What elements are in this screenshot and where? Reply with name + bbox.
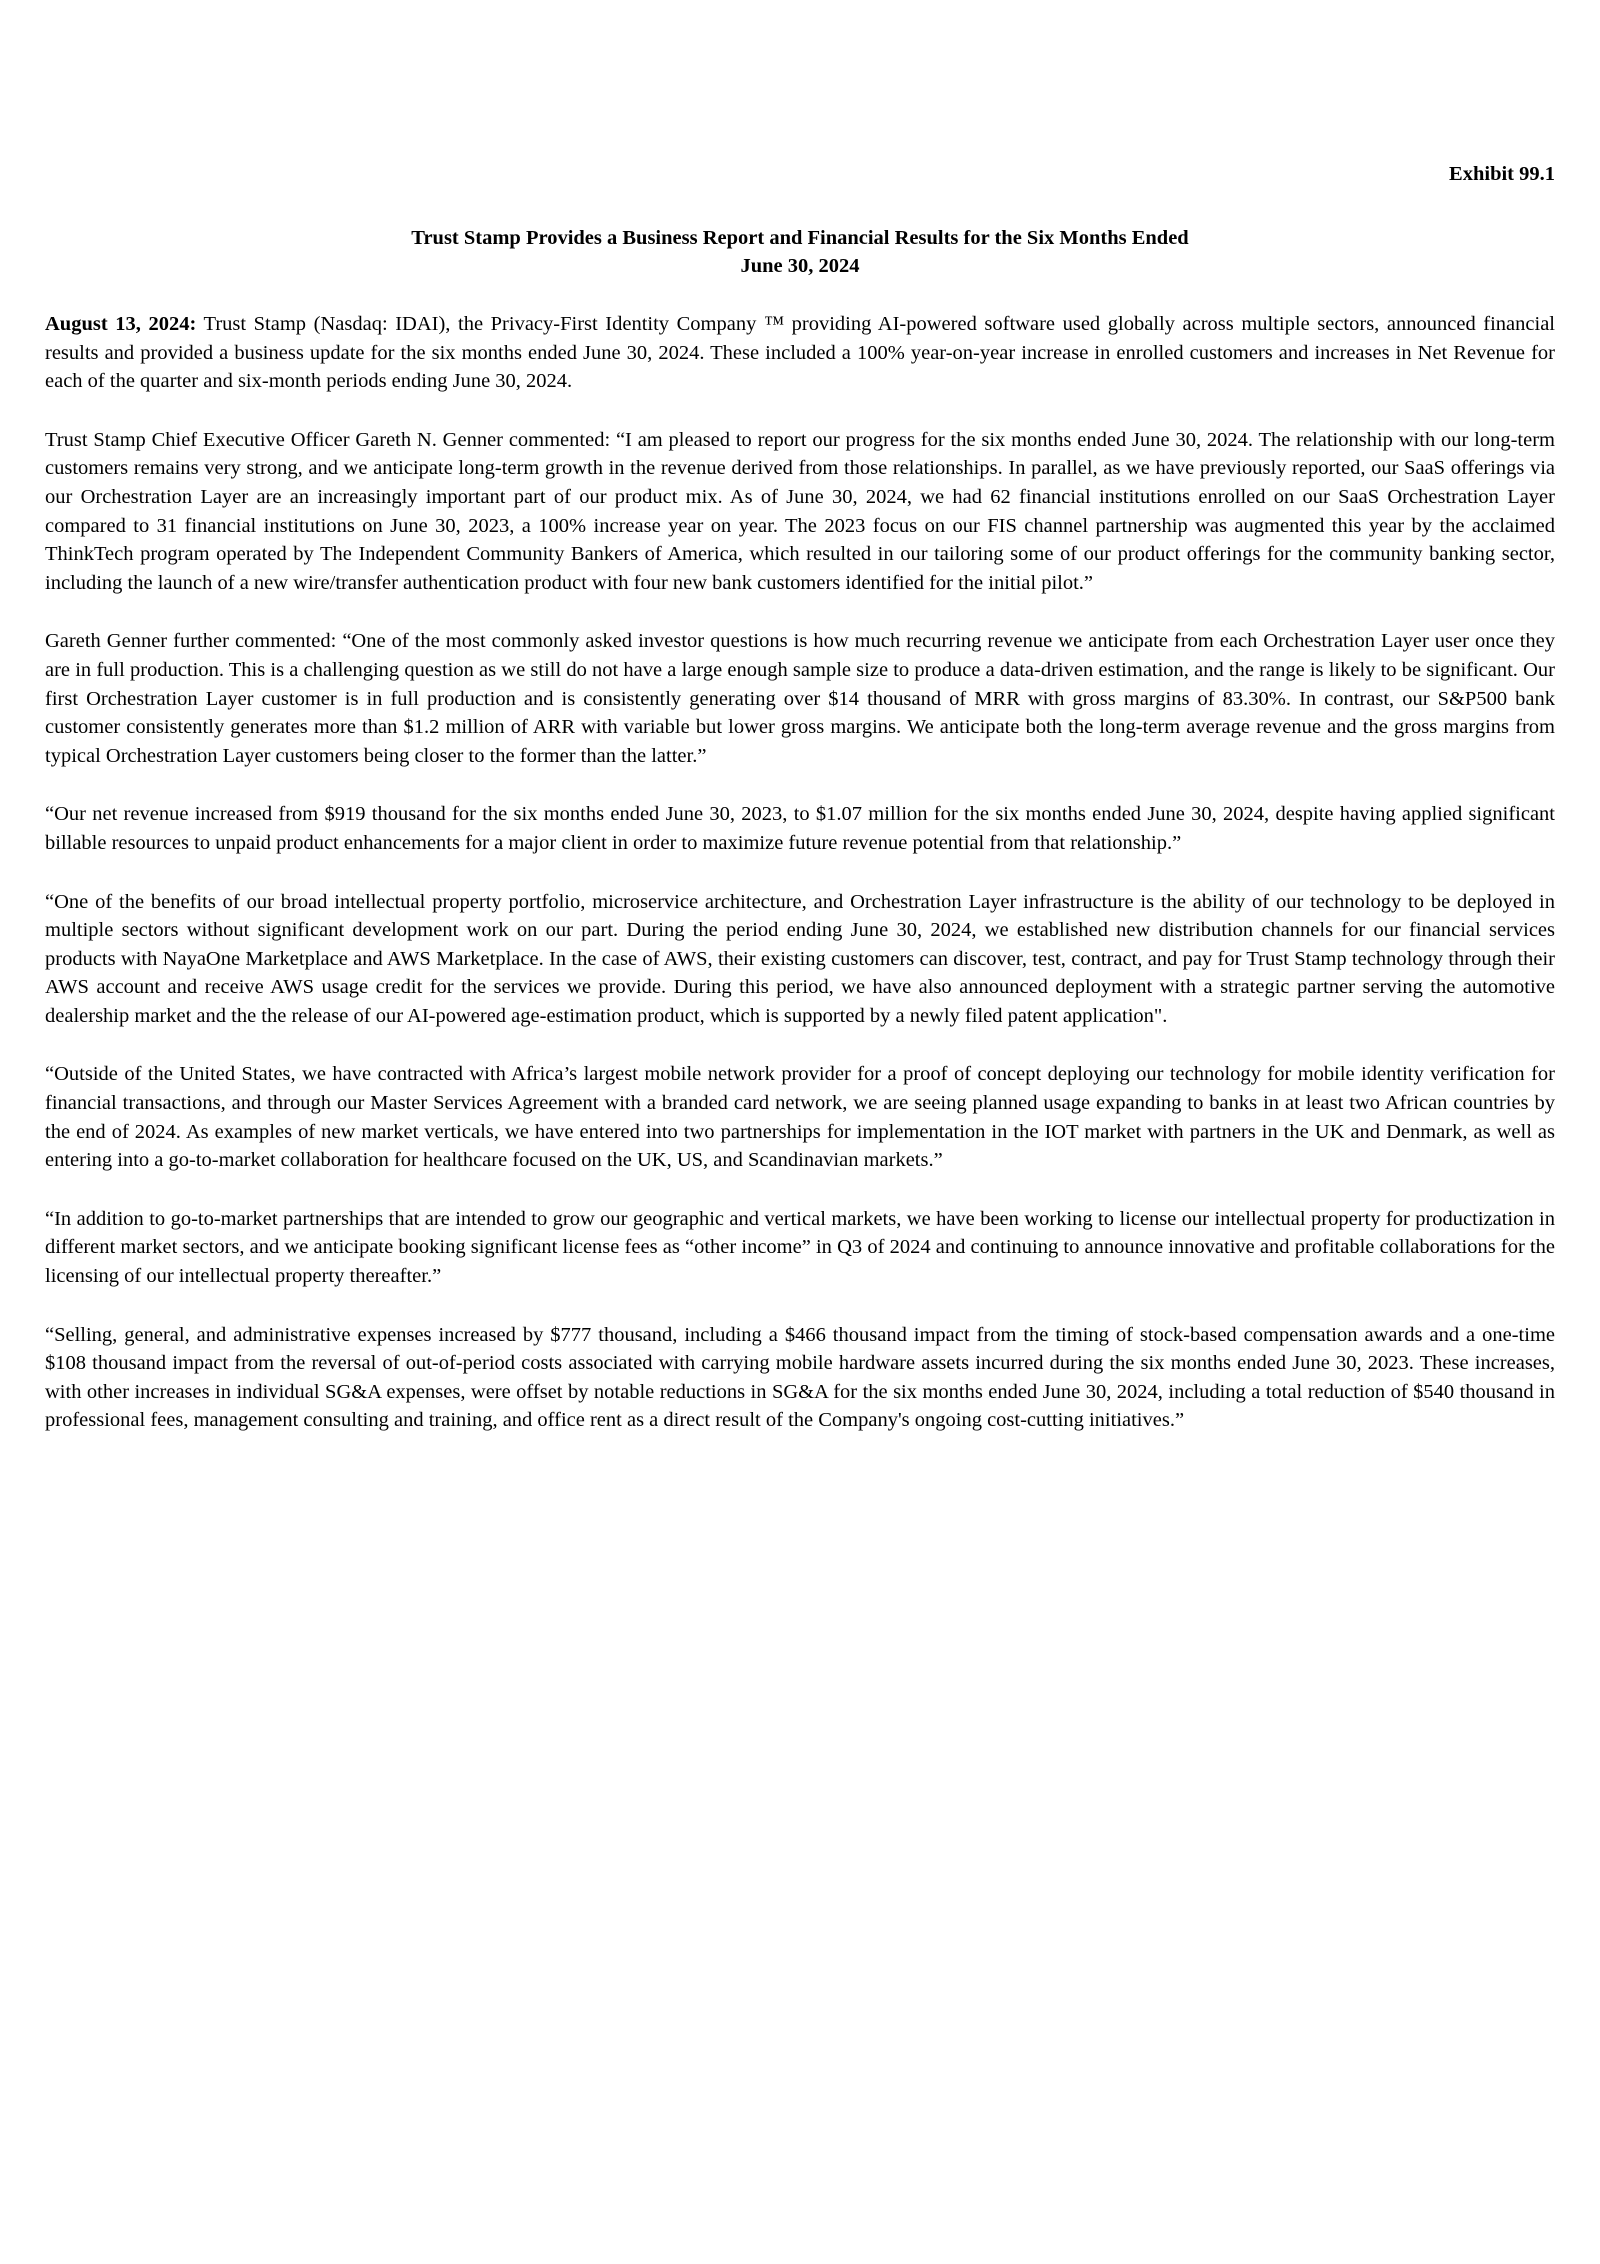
title-line-2: June 30, 2024 [740, 255, 860, 277]
dateline: August 13, 2024: [45, 313, 197, 335]
paragraph-international: “Outside of the United States, we have contracted with Africa’s largest mobile network provider for a proof of concept deploying our technology for mobile identity verification for financial transactions, and through our Master Services Agreement with a branded card network, we are seeing planned usage expanding to banks in at least two African countries by the end of 2024. As examples of new market verticals, we have entered into two partnerships for implementation in the IOT market with partners in the UK and Denmark, as well as entering into a go-to-market collaboration for healthcare focused on the UK, US, and Scandinavian markets.” [45, 1063, 1555, 1172]
title-line-1: Trust Stamp Provides a Business Report and Financial Results for the Six Months Ended [411, 227, 1189, 249]
intro-paragraph [45, 310, 1555, 396]
document-page [45, 160, 1555, 1435]
paragraph-sga-expenses: “Selling, general, and administrative expenses increased by $777 thousand, including a $466 thousand impact from the timing of stock-based compensation awards and a one-time $108 thousand impact from the reversal of out-of-period costs associated with carrying mobile hardware assets incurred during the six months ended June 30, 2023. These increases, with other increases in individual SG&A expenses, were offset by notable reductions in SG&A for the six months ended June 30, 2024, including a total reduction of $540 thousand in professional fees, management consulting and training, and office rent as a direct result of the Company's ongoing cost-cutting initiatives.” [45, 1323, 1555, 1432]
exhibit-label: Exhibit 99.1 [1449, 163, 1555, 185]
paragraph-ceo-comment: Trust Stamp Chief Executive Officer Gareth N. Genner commented: “I am pleased to report our progress for the six months ended June 30, 2024. The relationship with our long-term customers remains very strong, and we anticipate long-term growth in the revenue derived from those relationships. In parallel, as we have previously reported, our SaaS offerings via our Orchestration Layer are an increasingly important part of our product mix. As of June 30, 2024, we had 62 financial institutions enrolled on our SaaS Orchestration Layer compared to 31 financial institutions on June 30, 2023, a 100% increase year on year. The 2023 focus on our FIS channel partnership was augmented this year by the acclaimed ThinkTech program operated by The Independent Community Bankers of America, which resulted in our tailoring some of our product offerings for the community banking sector, including the launch of a new wire/transfer authentication product with four new bank customers identified for the initial pilot.” [45, 428, 1555, 594]
paragraph-recurring-revenue: Gareth Genner further commented: “One of the most commonly asked investor questions is how much recurring revenue we anticipate from each Orchestration Layer user once they are in full production. This is a challenging question as we still do not have a large enough sample size to produce a data-driven estimation, and the range is likely to be significant. Our first Orchestration Layer customer is in full production and is consistently generating over $14 thousand of MRR with gross margins of 83.30%. In contrast, our S&P500 bank customer consistently generates more than $1.2 million of ARR with variable but lower gross margins. We anticipate both the long-term average revenue and the gross margins from typical Orchestration Layer customers being closer to the former than the latter.” [45, 630, 1555, 767]
document-title [45, 224, 1555, 280]
paragraph-net-revenue: “Our net revenue increased from $919 thousand for the six months ended June 30, 2023, to $1.07 million for the six months ended June 30, 2024, despite having applied significant billable resources to unpaid product enhancements for a major client in order to maximize future revenue potential from that relationship.” [45, 803, 1555, 854]
intro-text: Trust Stamp (Nasdaq: IDAI), the Privacy-First Identity Company ™ providing AI-powered software used globally across multiple sectors, announced financial results and provided a business update for the six months ended June 30, 2024. These included a 100% year-on-year increase in enrolled customers and increases in Net Revenue for each of the quarter and six-month periods ending June 30, 2024. [45, 313, 1555, 393]
paragraph-licensing: “In addition to go-to-market partnerships that are intended to grow our geographic and vertical markets, we have been working to license our intellectual property for productization in different market sectors, and we anticipate booking significant license fees as “other income” in Q3 of 2024 and continuing to announce innovative and profitable collaborations for the licensing of our intellectual property thereafter.” [45, 1207, 1555, 1288]
paragraph-ip-portfolio: “One of the benefits of our broad intellectual property portfolio, microservice architecture, and Orchestration Layer infrastructure is the ability of our technology to be deployed in multiple sectors without significant development work on our part. During the period ending June 30, 2024, we established new distribution channels for our financial services products with NayaOne Marketplace and AWS Marketplace. In the case of AWS, their existing customers can discover, test, contract, and pay for Trust Stamp technology through their AWS account and receive AWS usage credit for the services we provide. During this period, we have also announced deployment with a strategic partner serving the automotive dealership market and the the release of our AI-powered age-estimation product, which is supported by a newly filed patent application". [45, 890, 1555, 1027]
